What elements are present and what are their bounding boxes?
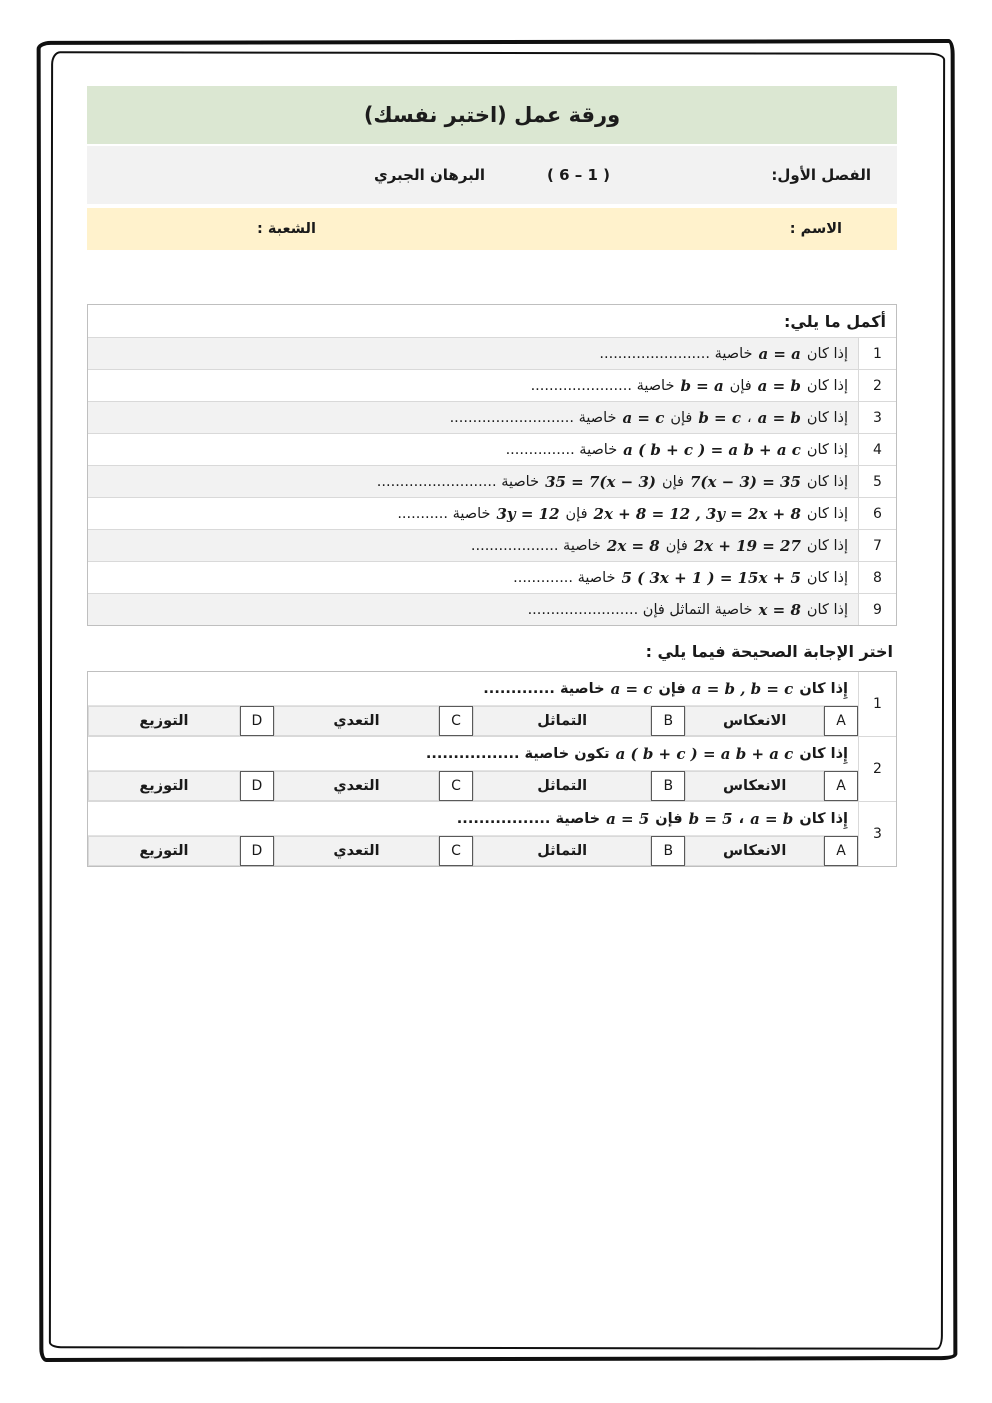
option-letter-d: D [240,836,274,866]
row-number: 5 [858,466,896,497]
name-label: الاسم : [789,221,842,237]
arabic-text: خاصية ............. [513,569,616,586]
math-expression: a = c [622,408,665,427]
arabic-text: إِذا كان [799,745,848,762]
arabic-text: فإن [565,505,588,522]
arabic-text: ، [738,810,745,827]
math-expression: a = c [610,679,653,698]
row-text [88,338,858,369]
arabic-text: إذا كان [806,377,848,394]
fill-row [88,433,896,465]
math-expression: b = c [698,408,741,427]
math-expression: 2x + 19 = 27 [693,536,801,555]
row-text [88,530,858,561]
complete-heading: أكمل ما يلي: [784,312,886,331]
option-label-b: التماثل [473,836,651,866]
arabic-text: خاصية ...................... [530,377,675,394]
row-text [88,466,858,497]
math-expression: 2x = 8 [606,536,660,555]
option-letter-c: C [439,836,473,866]
math-expression: a = 5 [606,809,650,828]
lesson-title: البرهان الجبري [373,166,486,184]
option-letter-d: D [240,706,274,736]
arabic-text: إذا كان [806,345,848,362]
lesson-number: ( 6 – 1 ) [547,166,611,184]
question-block [88,736,896,801]
option-letter-a: A [824,836,858,866]
math-expression: x = 8 [758,600,801,619]
arabic-text: فإن [655,810,683,827]
name-bar [87,208,897,250]
question-stem [88,737,858,771]
math-expression: 2x + 8 = 12 , 3y = 2x + 8 [593,504,801,523]
arabic-text: خاصية ........................ [599,345,753,362]
title-bar [87,86,897,144]
arabic-text: إذا كان [806,537,848,554]
worksheet-content [87,86,897,867]
row-text [88,434,858,465]
math-expression: a = b [757,376,801,395]
math-expression: a = b [757,408,801,427]
arabic-text: فإن [729,377,752,394]
mcq-table [87,671,897,867]
math-expression: b = a [680,376,724,395]
math-expression: 35 = 7(x − 3) [545,472,656,491]
option-label-a: الانعكاس [685,706,824,736]
arabic-text: تكون خاصية ................. [425,745,610,762]
option-letter-b: B [651,771,685,801]
option-letter-c: C [439,706,473,736]
row-number: 7 [858,530,896,561]
option-label-c: التعدي [274,836,439,866]
math-expression: a = b [750,809,794,828]
option-letter-a: A [824,771,858,801]
arabic-text: خاصية ................... [470,537,601,554]
option-label-d: التوزيع [88,706,240,736]
option-letter-c: C [439,771,473,801]
complete-rows [88,337,896,625]
arabic-text: فإن [658,680,686,697]
math-expression: a = b , b = c [691,679,794,698]
math-expression: b = 5 [688,809,733,828]
fill-row [88,401,896,433]
question-block [88,801,896,866]
fill-row [88,497,896,529]
option-letter-d: D [240,771,274,801]
row-text [88,402,858,433]
option-label-c: التعدي [274,706,439,736]
math-expression: a ( b + c ) = a b + a c [623,440,801,459]
question-block [88,672,896,736]
arabic-text: إذا كان [806,601,848,618]
row-text [88,562,858,593]
question-stem [88,672,858,706]
math-expression: 7(x − 3) = 35 [689,472,801,491]
option-letter-b: B [651,836,685,866]
arabic-text: خاصية .......................... [376,473,540,490]
arabic-text: خاصية ........... [397,505,491,522]
arabic-text: فإن [670,409,693,426]
math-expression: a = a [758,344,801,363]
question-number: 2 [858,737,896,801]
arabic-text: إِذا كان [799,810,848,827]
arabic-text: خاصية ............... [505,441,618,458]
row-number: 8 [858,562,896,593]
row-number: 4 [858,434,896,465]
worksheet-title: ورقة عمل (اختبر نفسك) [363,103,621,127]
option-label-a: الانعكاس [685,836,824,866]
option-letter-a: A [824,706,858,736]
arabic-text: فإن [665,537,688,554]
fill-row [88,465,896,497]
choice-heading: اختر الإجابة الصحيحة فيما يلي : [645,642,893,661]
arabic-text: خاصية ........................... [449,409,617,426]
question-number: 3 [858,802,896,866]
option-letter-b: B [651,706,685,736]
chapter-label: الفصل الأول: [771,166,871,184]
row-number: 3 [858,402,896,433]
row-text [88,498,858,529]
class-label: الشعبة : [257,221,316,237]
row-text [88,370,858,401]
option-label-d: التوزيع [88,771,240,801]
row-number: 9 [858,594,896,625]
question-number: 1 [858,672,896,736]
row-text [88,594,858,625]
fill-row [88,369,896,401]
arabic-text: إذا كان [806,569,848,586]
question-stem [88,802,858,836]
arabic-text: إذا كان [806,441,848,458]
row-number: 2 [858,370,896,401]
math-expression: 3y = 12 [496,504,560,523]
chapter-bar [87,146,897,204]
arabic-text: إذا كان [806,409,848,426]
arabic-text: فإن [661,473,684,490]
arabic-text: إِذا كان [799,680,848,697]
row-number: 1 [858,338,896,369]
math-expression: 5 ( 3x + 1 ) = 15x + 5 [621,568,801,587]
arabic-text: خاصية ................. [456,810,601,827]
fill-row [88,337,896,369]
row-number: 6 [858,498,896,529]
arabic-text: ، [746,409,752,426]
arabic-text: إذا كان [806,473,848,490]
option-label-d: التوزيع [88,836,240,866]
math-expression: a ( b + c ) = a b + a c [615,744,794,763]
option-label-b: التماثل [473,771,651,801]
fill-row [88,561,896,593]
arabic-text: خاصية ............. [483,680,605,697]
option-label-c: التعدي [274,771,439,801]
fill-row [88,529,896,561]
fill-row [88,593,896,625]
complete-table [87,304,897,626]
lesson-info [374,166,610,184]
arabic-text: خاصية التماثل فإن ........................ [527,601,753,618]
option-label-b: التماثل [473,706,651,736]
option-label-a: الانعكاس [685,771,824,801]
arabic-text: إذا كان [806,505,848,522]
